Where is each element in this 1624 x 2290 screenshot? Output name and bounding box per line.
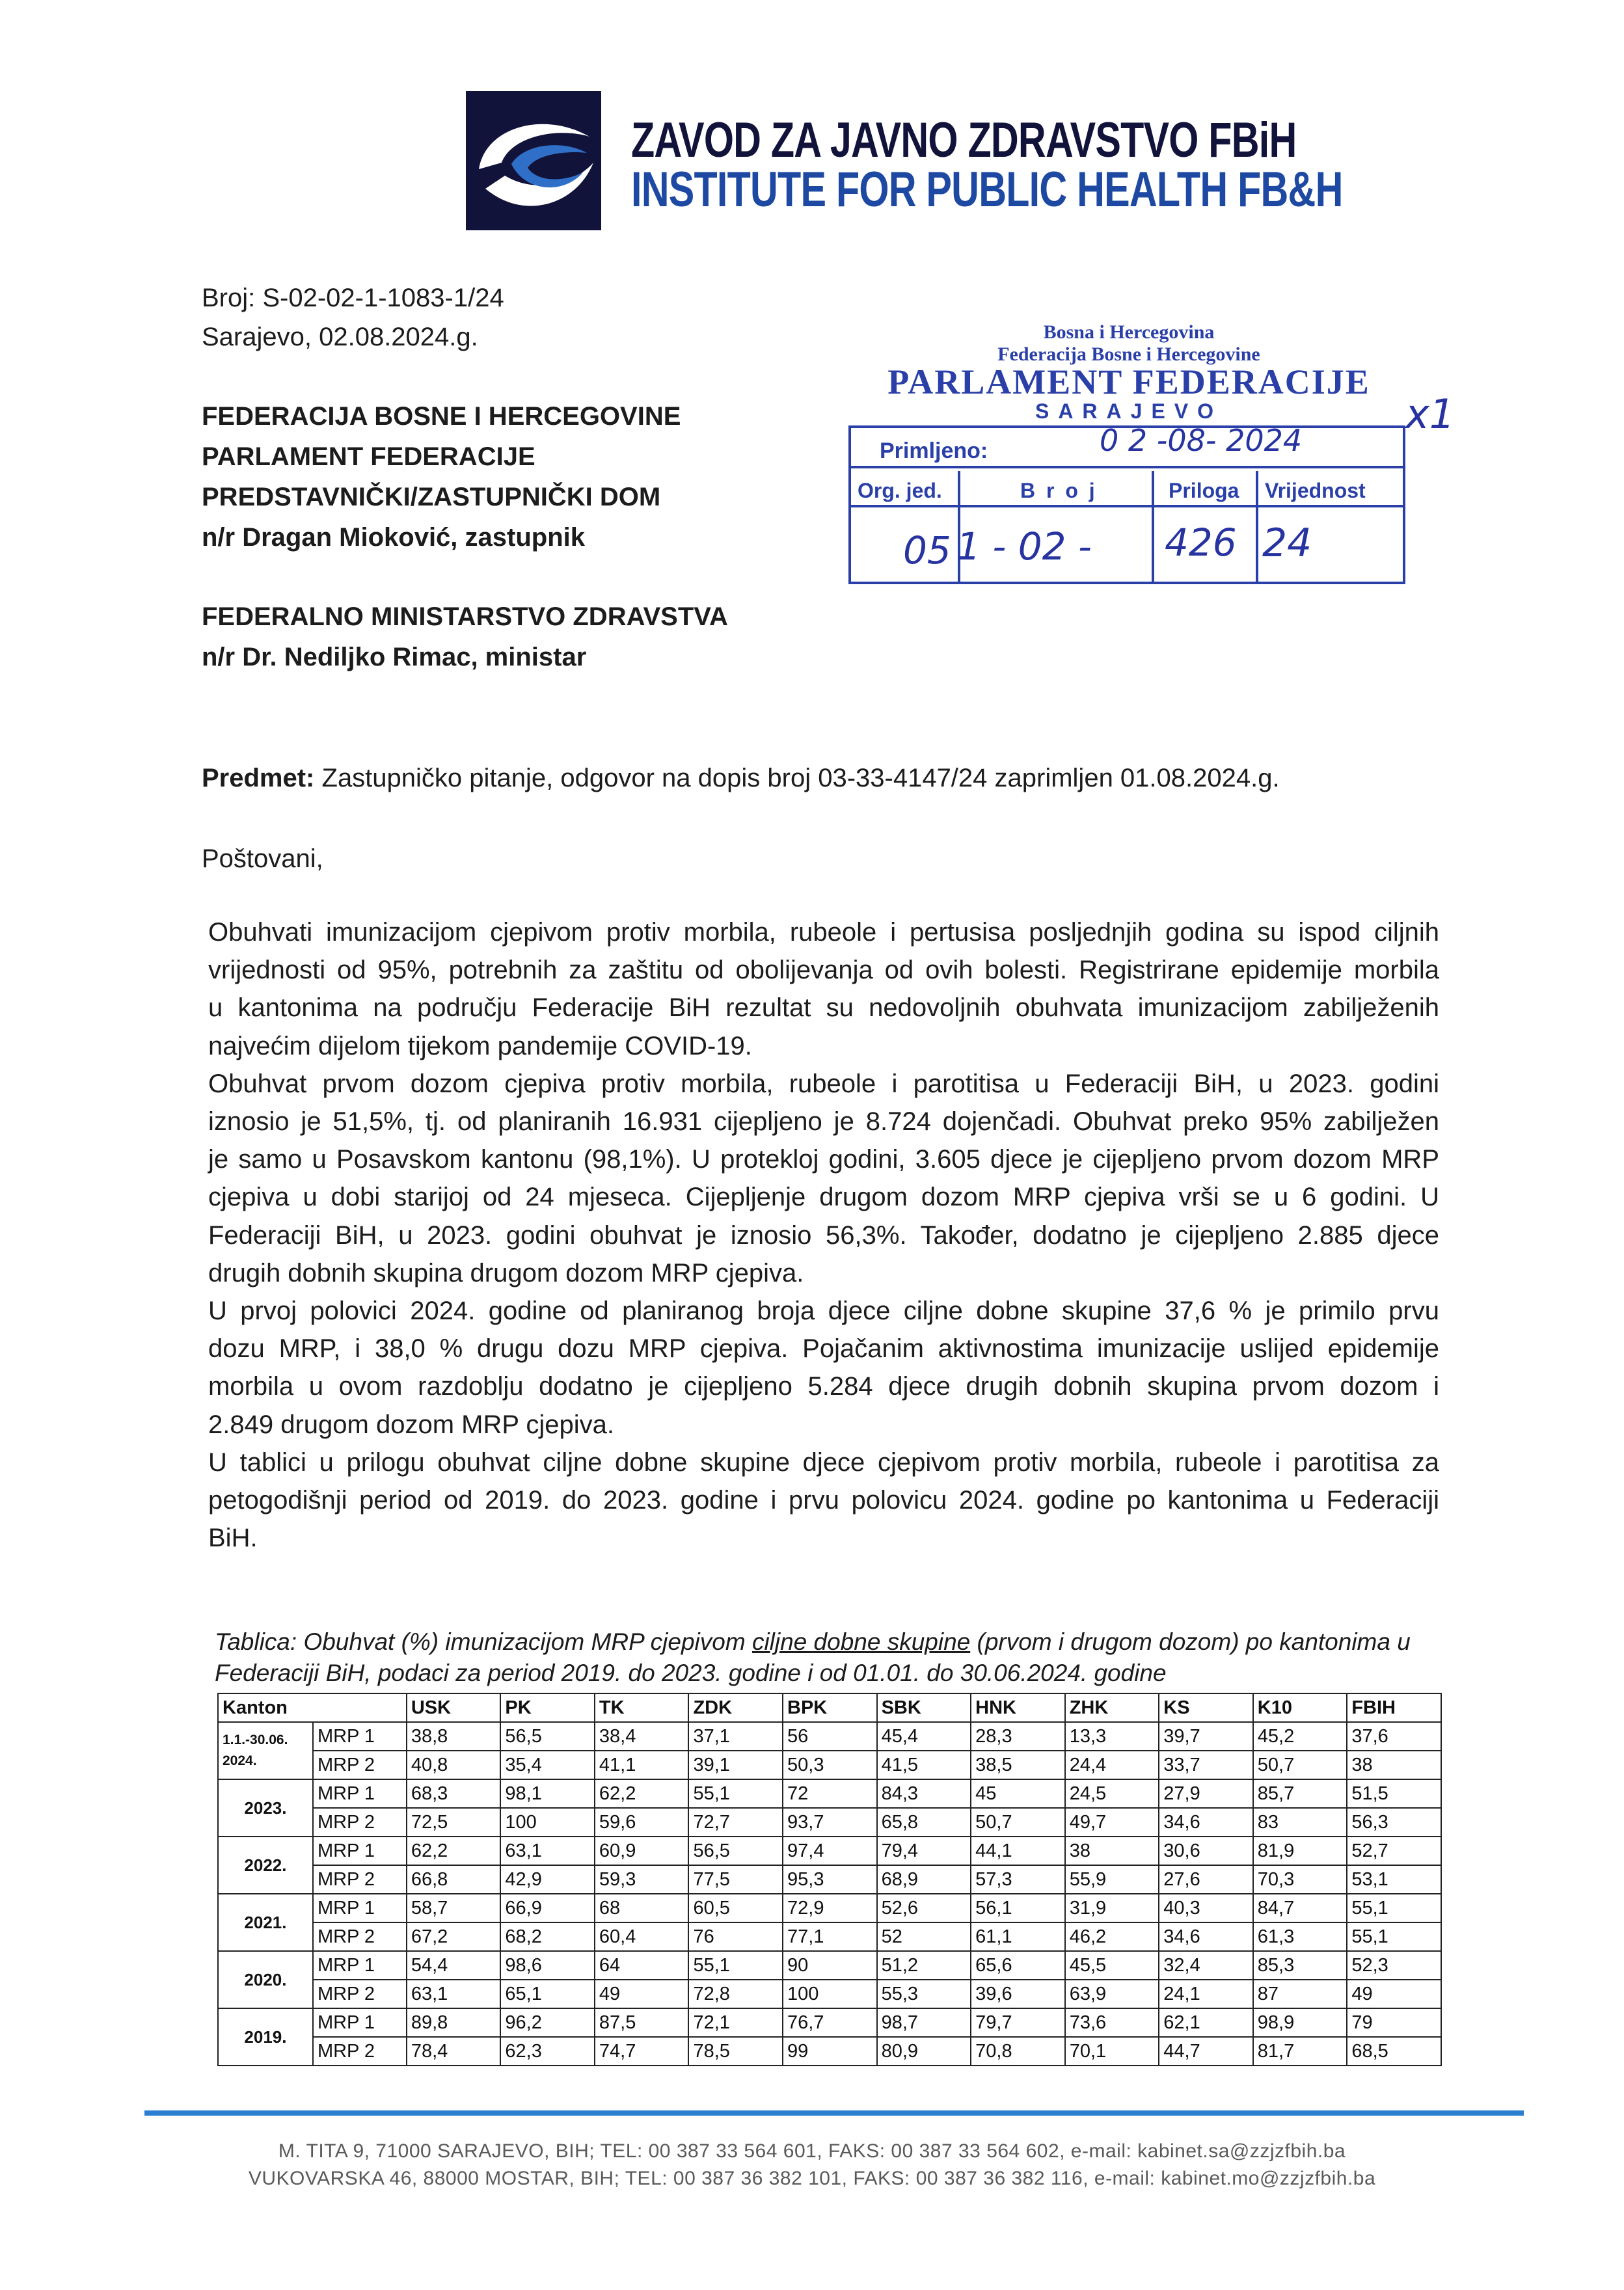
value-cell: 59,3 <box>595 1865 689 1894</box>
dose-cell: MRP 2 <box>313 1808 407 1837</box>
value-cell: 52,3 <box>1347 1951 1441 1980</box>
period-label: 2023. <box>244 1798 287 1818</box>
body-line: najvećim dijelom tijekom pandemije COVID-19. <box>208 1031 752 1060</box>
value-cell: 41,1 <box>595 1751 689 1779</box>
value-cell: 54,4 <box>407 1951 501 1980</box>
value-cell: 62,2 <box>595 1779 689 1808</box>
value-cell: 55,9 <box>1065 1865 1159 1894</box>
value-cell: 49 <box>595 1980 689 2008</box>
value-cell: 63,9 <box>1065 1980 1159 2008</box>
value-cell: 39,7 <box>1159 1722 1253 1751</box>
value-cell: 56,3 <box>1347 1808 1441 1837</box>
table-row <box>218 2008 1441 2037</box>
caption-text: Tablica: Obuhvat (%) imunizacijom MRP cjepivom <box>215 1628 752 1655</box>
table-row <box>218 1894 1441 1922</box>
column-header: TK <box>595 1693 689 1722</box>
subject-text: Zastupničko pitanje, odgovor na dopis broj 03-33-4147/24 zaprimljen 01.08.2024.g. <box>314 764 1280 792</box>
recipient-line: n/r Dr. Nediljko Rimac, ministar <box>202 643 587 671</box>
value-cell: 45 <box>971 1779 1065 1808</box>
recipient-line: PARLAMENT FEDERACIJE <box>202 442 535 471</box>
body-line: Federaciji BiH, u 2023. godini obuhvat je iznosio 56,3%. Također, dodatno je cijepljeno 2.885 djece <box>208 1220 1439 1250</box>
stamp-value-value: 24 <box>1262 520 1312 566</box>
value-cell: 27,9 <box>1159 1779 1253 1808</box>
body-line: BiH. <box>208 1524 258 1553</box>
stamp-col-number: B r o j <box>1020 479 1098 502</box>
value-cell: 78,4 <box>407 2037 501 2066</box>
value-cell: 56,1 <box>971 1894 1065 1922</box>
column-header: K10 <box>1253 1693 1347 1722</box>
table-row <box>218 1865 1441 1894</box>
body-text <box>208 913 1439 1557</box>
value-cell: 95,3 <box>783 1865 877 1894</box>
body-line: u kantonima na području Federacije BiH rezultat su nedovoljnih obuhvata imunizacijom zabilježenih <box>208 993 1439 1023</box>
value-cell: 76,7 <box>783 2008 877 2037</box>
value-cell: 68,3 <box>407 1779 501 1808</box>
recipient-line: FEDERACIJA BOSNE I HERCEGOVINE <box>202 402 681 431</box>
column-header: HNK <box>971 1693 1065 1722</box>
body-line: U tablici u prilogu obuhvat ciljne dobne skupine djece cjepivom protiv morbila, rubeole i parotitisa za <box>208 1448 1439 1477</box>
value-cell: 40,3 <box>1159 1894 1253 1922</box>
dose-cell: MRP 1 <box>313 1722 407 1751</box>
body-line: petogodišnji period od 2019. do 2023. godine i prvu polovicu 2024. godine po kantonima u Federaciji <box>208 1486 1439 1515</box>
value-cell: 50,7 <box>971 1808 1065 1837</box>
value-cell: 72,5 <box>407 1808 501 1837</box>
value-cell: 32,4 <box>1159 1951 1253 1980</box>
body-line: vrijednosti od 95%, potrebnih za zaštitu od obolijevanja od ovih bolesti. Registrirane epidemije morbila <box>208 956 1439 985</box>
value-cell: 42,9 <box>500 1865 595 1894</box>
value-cell: 52 <box>877 1922 971 1951</box>
period-label: 2019. <box>244 2027 287 2047</box>
margin-note: x1 <box>1405 390 1455 438</box>
table-row <box>218 1722 1441 1751</box>
column-header: KS <box>1159 1693 1253 1722</box>
value-cell: 30,6 <box>1159 1837 1253 1865</box>
caption-text: (prvom i drugom dozom) po kantonima u <box>970 1628 1411 1655</box>
dose-cell: MRP 1 <box>313 1951 407 1980</box>
value-cell: 85,3 <box>1253 1951 1347 1980</box>
value-cell: 62,3 <box>500 2037 595 2066</box>
value-cell: 64 <box>595 1951 689 1980</box>
body-line: dozu MRP, i 38,0 % drugu dozu MRP cjepiva. Pojačanim aktivnostima imunizacije uslijed epidemije <box>208 1334 1439 1364</box>
value-cell: 55,3 <box>877 1980 971 2008</box>
stamp-received-date: 0 2 -08- 2024 <box>1100 423 1303 458</box>
value-cell: 63,1 <box>500 1837 595 1865</box>
value-cell: 83 <box>1253 1808 1347 1837</box>
value-cell: 39,1 <box>688 1751 783 1779</box>
period-cell <box>218 1722 313 1779</box>
footer-address-mostar: VUKOVARSKA 46, 88000 MOSTAR, BIH; TEL: 00 387 36 382 101, FAKS: 00 387 36 382 116, e-mail: kabinet.mo@zzjzfbih.ba <box>248 2168 1376 2189</box>
table-row <box>218 2037 1441 2066</box>
value-cell: 87 <box>1253 1980 1347 2008</box>
value-cell: 61,1 <box>971 1922 1065 1951</box>
body-line: cjepiva u dobi starijoj od 24 mjeseca. Cijepljenje drugom dozom MRP cjepiva vrši se u 6 godini. U <box>208 1183 1439 1212</box>
stamp-city: SARAJEVO <box>1035 399 1223 423</box>
value-cell: 37,1 <box>688 1722 783 1751</box>
value-cell: 34,6 <box>1159 1808 1253 1837</box>
value-cell: 52,7 <box>1347 1837 1441 1865</box>
value-cell: 90 <box>783 1951 877 1980</box>
value-cell: 58,7 <box>407 1894 501 1922</box>
period-label: 2021. <box>244 1913 287 1932</box>
table-caption <box>215 1626 1411 1689</box>
value-cell: 63,1 <box>407 1980 501 2008</box>
period-cell <box>218 1779 313 1837</box>
caption-line: Federaciji BiH, podaci za period 2019. do 2023. godine i od 01.01. do 30.06.2024. godine <box>215 1660 1167 1686</box>
value-cell: 60,4 <box>595 1922 689 1951</box>
period-label: 2024. <box>223 1753 257 1768</box>
value-cell: 79,4 <box>877 1837 971 1865</box>
value-cell: 61,3 <box>1253 1922 1347 1951</box>
value-cell: 31,9 <box>1065 1894 1159 1922</box>
stamp-received-label: Primljeno: <box>880 438 988 463</box>
period-label: 2022. <box>244 1855 287 1875</box>
org-name-english: INSTITUTE FOR PUBLIC HEALTH FB&H <box>631 162 1343 217</box>
value-cell: 51,5 <box>1347 1779 1441 1808</box>
dose-cell: MRP 2 <box>313 1980 407 2008</box>
stamp-org-value: 05 <box>903 528 951 572</box>
value-cell: 28,3 <box>971 1722 1065 1751</box>
value-cell: 65,6 <box>971 1951 1065 1980</box>
dose-cell: MRP 2 <box>313 1922 407 1951</box>
footer-address-sarajevo: M. TITA 9, 71000 SARAJEVO, BIH; TEL: 00 387 33 564 601, FAKS: 00 387 33 564 602, e-mail: kabinet.sa@zzjzfbih.ba <box>278 2140 1346 2162</box>
period-cell <box>218 1951 313 2008</box>
table-header-row <box>218 1693 1441 1722</box>
value-cell: 56 <box>783 1722 877 1751</box>
value-cell: 49,7 <box>1065 1808 1159 1837</box>
value-cell: 65,8 <box>877 1808 971 1837</box>
value-cell: 53,1 <box>1347 1865 1441 1894</box>
coverage-table <box>217 1693 1442 2066</box>
value-cell: 37,6 <box>1347 1722 1441 1751</box>
value-cell: 57,3 <box>971 1865 1065 1894</box>
stamp-col-attachments: Priloga <box>1169 479 1239 502</box>
table-row <box>218 1922 1441 1951</box>
value-cell: 72,7 <box>688 1808 783 1837</box>
value-cell: 99 <box>783 2037 877 2066</box>
dose-cell: MRP 1 <box>313 1779 407 1808</box>
recipient-line: n/r Dragan Mioković, zastupnik <box>202 523 586 552</box>
value-cell: 98,9 <box>1253 2008 1347 2037</box>
value-cell: 79,7 <box>971 2008 1065 2037</box>
stamp-number-value: 1 - 02 - <box>956 524 1092 569</box>
value-cell: 62,2 <box>407 1837 501 1865</box>
value-cell: 67,2 <box>407 1922 501 1951</box>
value-cell: 44,1 <box>971 1837 1065 1865</box>
value-cell: 68 <box>595 1894 689 1922</box>
value-cell: 56,5 <box>500 1722 595 1751</box>
value-cell: 70,1 <box>1065 2037 1159 2066</box>
value-cell: 93,7 <box>783 1808 877 1837</box>
value-cell: 45,5 <box>1065 1951 1159 1980</box>
column-header: BPK <box>783 1693 877 1722</box>
recipient-line: PREDSTAVNIČKI/ZASTUPNIČKI DOM <box>202 483 661 511</box>
value-cell: 46,2 <box>1065 1922 1159 1951</box>
value-cell: 27,6 <box>1159 1865 1253 1894</box>
value-cell: 72,9 <box>783 1894 877 1922</box>
value-cell: 59,6 <box>595 1808 689 1837</box>
table-row <box>218 1751 1441 1779</box>
value-cell: 85,7 <box>1253 1779 1347 1808</box>
value-cell: 84,3 <box>877 1779 971 1808</box>
body-line: morbila u ovom razdoblju dodatno je cijepljeno 5.284 djece drugih dobnih skupina prvom dozom i <box>208 1372 1439 1401</box>
body-line: 2.849 drugom dozom MRP cjepiva. <box>208 1410 615 1439</box>
value-cell: 96,2 <box>500 2008 595 2037</box>
recipient-line: FEDERALNO MINISTARSTVO ZDRAVSTVA <box>202 602 728 631</box>
body-line: Obuhvati imunizacijom cjepivom protiv morbila, rubeole i pertusisa posljednjih godina su ispod ciljnih <box>208 918 1439 947</box>
subject-line <box>202 759 1280 798</box>
value-cell: 33,7 <box>1159 1751 1253 1779</box>
table-row <box>218 1837 1441 1865</box>
stamp-col-value: Vrijednost <box>1265 479 1366 502</box>
period-label: 1.1.-30.06. <box>223 1732 288 1747</box>
value-cell: 49 <box>1347 1980 1441 2008</box>
value-cell: 77,5 <box>688 1865 783 1894</box>
value-cell: 80,9 <box>877 2037 971 2066</box>
dose-cell: MRP 1 <box>313 2008 407 2037</box>
period-label: 2020. <box>244 1970 287 1989</box>
dose-cell: MRP 2 <box>313 1865 407 1894</box>
value-cell: 98,1 <box>500 1779 595 1808</box>
value-cell: 72,8 <box>688 1980 783 2008</box>
value-cell: 76 <box>688 1922 783 1951</box>
caption-line <box>215 1626 1411 1658</box>
subject-label: Predmet: <box>202 764 315 792</box>
value-cell: 66,9 <box>500 1894 595 1922</box>
value-cell: 55,1 <box>1347 1894 1441 1922</box>
dose-cell: MRP 1 <box>313 1894 407 1922</box>
caption-underlined: ciljne dobne skupine <box>751 1628 971 1655</box>
column-header: ZHK <box>1065 1693 1159 1722</box>
place-date: Sarajevo, 02.08.2024.g. <box>202 323 478 351</box>
value-cell: 70,8 <box>971 2037 1065 2066</box>
value-cell: 41,5 <box>877 1751 971 1779</box>
table-row <box>218 1980 1441 2008</box>
value-cell: 81,7 <box>1253 2037 1347 2066</box>
body-line: U prvoj polovici 2024. godine od planiranog broja djece ciljne dobne skupine 37,6 % je primilo prvu <box>208 1297 1439 1326</box>
salutation: Poštovani, <box>202 844 323 873</box>
value-cell: 50,7 <box>1253 1751 1347 1779</box>
value-cell: 78,5 <box>688 2037 783 2066</box>
dose-cell: MRP 1 <box>313 1837 407 1865</box>
value-cell: 68,9 <box>877 1865 971 1894</box>
period-cell <box>218 1894 313 1951</box>
value-cell: 66,8 <box>407 1865 501 1894</box>
body-line: drugih dobnih skupina drugom dozom MRP cjepiva. <box>208 1258 804 1287</box>
header-kanton: Kanton <box>218 1693 407 1722</box>
value-cell: 100 <box>500 1808 595 1837</box>
period-cell <box>218 2008 313 2066</box>
value-cell: 62,1 <box>1159 2008 1253 2037</box>
stamp-col-org: Org. jed. <box>858 479 942 502</box>
value-cell: 38,4 <box>595 1722 689 1751</box>
value-cell: 98,7 <box>877 2008 971 2037</box>
column-header: PK <box>500 1693 595 1722</box>
footer-rule <box>144 2110 1524 2116</box>
value-cell: 50,3 <box>783 1751 877 1779</box>
value-cell: 89,8 <box>407 2008 501 2037</box>
value-cell: 39,6 <box>971 1980 1065 2008</box>
value-cell: 38 <box>1347 1751 1441 1779</box>
value-cell: 55,1 <box>1347 1922 1441 1951</box>
value-cell: 34,6 <box>1159 1922 1253 1951</box>
column-header: FBIH <box>1347 1693 1441 1722</box>
org-name-local: ZAVOD ZA JAVNO ZDRAVSTVO FBiH <box>631 113 1297 168</box>
table-row <box>218 1779 1441 1808</box>
body-line: iznosio je 51,5%, tj. od planiranih 16.931 cijepljeno je 8.724 dojenčadi. Obuhvat preko 95% zabilježen <box>208 1107 1439 1137</box>
value-cell: 81,9 <box>1253 1837 1347 1865</box>
value-cell: 70,3 <box>1253 1865 1347 1894</box>
value-cell: 84,7 <box>1253 1894 1347 1922</box>
value-cell: 38,5 <box>971 1751 1065 1779</box>
value-cell: 60,5 <box>688 1894 783 1922</box>
column-header: USK <box>407 1693 501 1722</box>
table-row <box>218 1808 1441 1837</box>
reference-number: Broj: S-02-02-1-1083-1/24 <box>202 284 504 312</box>
column-header: ZDK <box>688 1693 783 1722</box>
body-line: Obuhvat prvom dozom cjepiva protiv morbila, rubeole i parotitisa u Federaciji BiH, u 2023. godini <box>208 1069 1439 1098</box>
value-cell: 35,4 <box>500 1751 595 1779</box>
stamp-attachments-value: 426 <box>1165 520 1237 565</box>
dose-cell: MRP 2 <box>313 1751 407 1779</box>
value-cell: 79 <box>1347 2008 1441 2037</box>
value-cell: 87,5 <box>595 2008 689 2037</box>
value-cell: 68,2 <box>500 1922 595 1951</box>
table-row <box>218 1951 1441 1980</box>
value-cell: 100 <box>783 1980 877 2008</box>
value-cell: 24,1 <box>1159 1980 1253 2008</box>
value-cell: 44,7 <box>1159 2037 1253 2066</box>
value-cell: 52,6 <box>877 1894 971 1922</box>
stamp-parliament: PARLAMENT FEDERACIJE <box>887 362 1370 401</box>
value-cell: 56,5 <box>688 1837 783 1865</box>
value-cell: 98,6 <box>500 1951 595 1980</box>
value-cell: 38,8 <box>407 1722 501 1751</box>
period-cell <box>218 1837 313 1894</box>
value-cell: 55,1 <box>688 1951 783 1980</box>
value-cell: 73,6 <box>1065 2008 1159 2037</box>
value-cell: 40,8 <box>407 1751 501 1779</box>
value-cell: 68,5 <box>1347 2037 1441 2066</box>
value-cell: 38 <box>1065 1837 1159 1865</box>
institute-logo <box>466 91 601 230</box>
value-cell: 45,2 <box>1253 1722 1347 1751</box>
value-cell: 24,4 <box>1065 1751 1159 1779</box>
dose-cell: MRP 2 <box>313 2037 407 2066</box>
value-cell: 65,1 <box>500 1980 595 2008</box>
value-cell: 45,4 <box>877 1722 971 1751</box>
value-cell: 72 <box>783 1779 877 1808</box>
value-cell: 72,1 <box>688 2008 783 2037</box>
column-header: SBK <box>877 1693 971 1722</box>
value-cell: 97,4 <box>783 1837 877 1865</box>
stamp-federation: Federacija Bosne i Hercegovine <box>997 344 1260 365</box>
stamp-divider <box>1152 471 1154 582</box>
body-line: je samo u Posavskom kantonu (98,1%). U proteklоj godini, 3.605 djece je cijepljeno prvom dozom MRP <box>208 1145 1439 1174</box>
value-cell: 77,1 <box>783 1922 877 1951</box>
value-cell: 55,1 <box>688 1779 783 1808</box>
stamp-divider <box>1256 471 1258 582</box>
value-cell: 60,9 <box>595 1837 689 1865</box>
value-cell: 24,5 <box>1065 1779 1159 1808</box>
value-cell: 51,2 <box>877 1951 971 1980</box>
value-cell: 74,7 <box>595 2037 689 2066</box>
stamp-country: Bosna i Hercegovina <box>1043 321 1215 343</box>
value-cell: 13,3 <box>1065 1722 1159 1751</box>
